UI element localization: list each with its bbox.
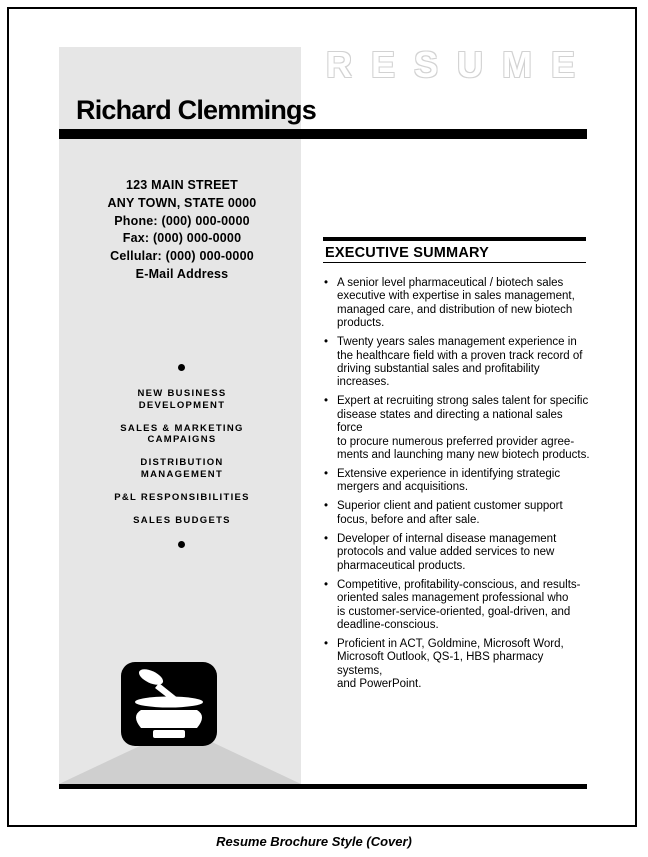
highlight-line: P&L RESPONSIBILITIES bbox=[114, 491, 250, 503]
summary-underline bbox=[323, 262, 586, 263]
highlight-item bbox=[59, 492, 305, 504]
bullet-dot-icon bbox=[178, 364, 185, 371]
highlight-line: SALES & MARKETING bbox=[120, 422, 244, 434]
summary-item: • Twenty years sales management experience in the healthcare field with a proven track record of driving substantial sales and profitability increases. bbox=[323, 336, 591, 390]
highlight-item bbox=[59, 457, 305, 480]
cellular-number: Cellular: (000) 000-0000 bbox=[110, 249, 254, 264]
city-state: ANY TOWN, STATE 0000 bbox=[107, 195, 257, 210]
street-address: 123 MAIN STREET bbox=[125, 178, 239, 192]
summary-line: deadline-conscious. bbox=[337, 618, 439, 631]
executive-summary-heading: EXECUTIVE SUMMARY bbox=[325, 245, 489, 261]
highlight-item bbox=[59, 423, 305, 446]
highlight-line: NEW BUSINESS bbox=[137, 388, 227, 399]
highlight-line: CAMPAIGNS bbox=[147, 434, 217, 445]
summary-line: to procure numerous preferred provider agree- bbox=[337, 435, 575, 448]
summary-line: the healthcare field with a proven track record of bbox=[337, 349, 583, 362]
summary-line: Developer of internal disease management bbox=[337, 532, 557, 545]
summary-line: Microsoft Outlook, QS-1, HBS pharmacy systems, bbox=[337, 651, 544, 677]
email-address: E-Mail Address bbox=[135, 266, 229, 281]
summary-line: managed care, and distribution of new biotech bbox=[337, 303, 573, 316]
summary-line: pharmaceutical products. bbox=[337, 559, 466, 572]
summary-line: Extensive experience in identifying strategic bbox=[337, 468, 561, 481]
bottom-rule bbox=[59, 784, 587, 789]
executive-summary-list bbox=[323, 277, 591, 697]
summary-line: and PowerPoint. bbox=[337, 678, 422, 691]
summary-item: • Competitive, profitability-conscious, and results- oriented sales management professional who is customer-service-oriented, goal-driven, and deadline-conscious. bbox=[323, 579, 591, 633]
resume-watermark: RESUME bbox=[326, 44, 595, 85]
summary-item: • Developer of internal disease management protocols and value added services to new pharmaceutical products. bbox=[323, 533, 591, 573]
summary-line: Proficient in ACT, Goldmine, Microsoft Word, bbox=[337, 637, 564, 650]
summary-line: executive with expertise in sales management, bbox=[337, 290, 575, 303]
highlight-line: DEVELOPMENT bbox=[138, 399, 226, 411]
summary-line: protocols and value added services to new bbox=[337, 546, 555, 559]
highlights-list bbox=[59, 388, 305, 538]
highlight-line: MANAGEMENT bbox=[140, 468, 224, 480]
mortar-and-pestle-icon bbox=[121, 662, 217, 746]
summary-line: Expert at recruiting strong sales talent for specific bbox=[337, 395, 589, 408]
summary-item: • Extensive experience in identifying strategic mergers and acquisitions. bbox=[323, 468, 591, 495]
phone-number: Phone: (000) 000-0000 bbox=[114, 213, 250, 228]
highlight-line: DISTRIBUTION bbox=[140, 457, 224, 468]
summary-line: ments and launching many new biotech products. bbox=[337, 449, 590, 462]
summary-line: disease states and directing a national sales force bbox=[337, 408, 563, 435]
summary-item: • A senior level pharmaceutical / biotech sales executive with expertise in sales management, managed care, and distribution of new biotech products. bbox=[323, 277, 591, 331]
fax-number: Fax: (000) 000-0000 bbox=[122, 231, 242, 246]
summary-item: • Proficient in ACT, Goldmine, Microsoft Word, Microsoft Outlook, QS-1, HBS pharmacy systems, and PowerPoint. bbox=[323, 638, 591, 692]
summary-item: • Superior client and patient customer support focus, before and after sale. bbox=[323, 500, 591, 527]
summary-line: mergers and acquisitions. bbox=[337, 481, 469, 494]
summary-line: is customer-service-oriented, goal-driven, and bbox=[337, 605, 571, 618]
summary-line: driving substantial sales and profitability increases. bbox=[337, 363, 540, 389]
highlight-line: SALES BUDGETS bbox=[133, 514, 231, 526]
summary-line: Competitive, profitability-conscious, and results- bbox=[337, 578, 581, 591]
summary-line: Superior client and patient customer support bbox=[337, 500, 563, 513]
summary-line: products. bbox=[337, 317, 385, 330]
figure-caption: Resume Brochure Style (Cover) bbox=[216, 834, 412, 849]
candidate-name: Richard Clemmings bbox=[76, 95, 316, 125]
top-rule bbox=[59, 129, 587, 139]
highlight-item bbox=[59, 388, 305, 411]
summary-line: A senior level pharmaceutical / biotech sales bbox=[337, 277, 564, 289]
contact-block bbox=[59, 177, 305, 284]
summary-item: • Expert at recruiting strong sales talent for specific disease states and directing a national sales force to procure numerous preferred provider agree- ments and launching many new biotech products. bbox=[324, 395, 590, 462]
summary-line: focus, before and after sale. bbox=[337, 513, 480, 526]
summary-top-rule bbox=[323, 237, 586, 241]
bullet-dot-icon bbox=[178, 541, 185, 548]
summary-line: oriented sales management professional who bbox=[337, 592, 569, 605]
highlight-item bbox=[59, 515, 305, 527]
summary-line: Twenty years sales management experience in bbox=[337, 336, 577, 349]
